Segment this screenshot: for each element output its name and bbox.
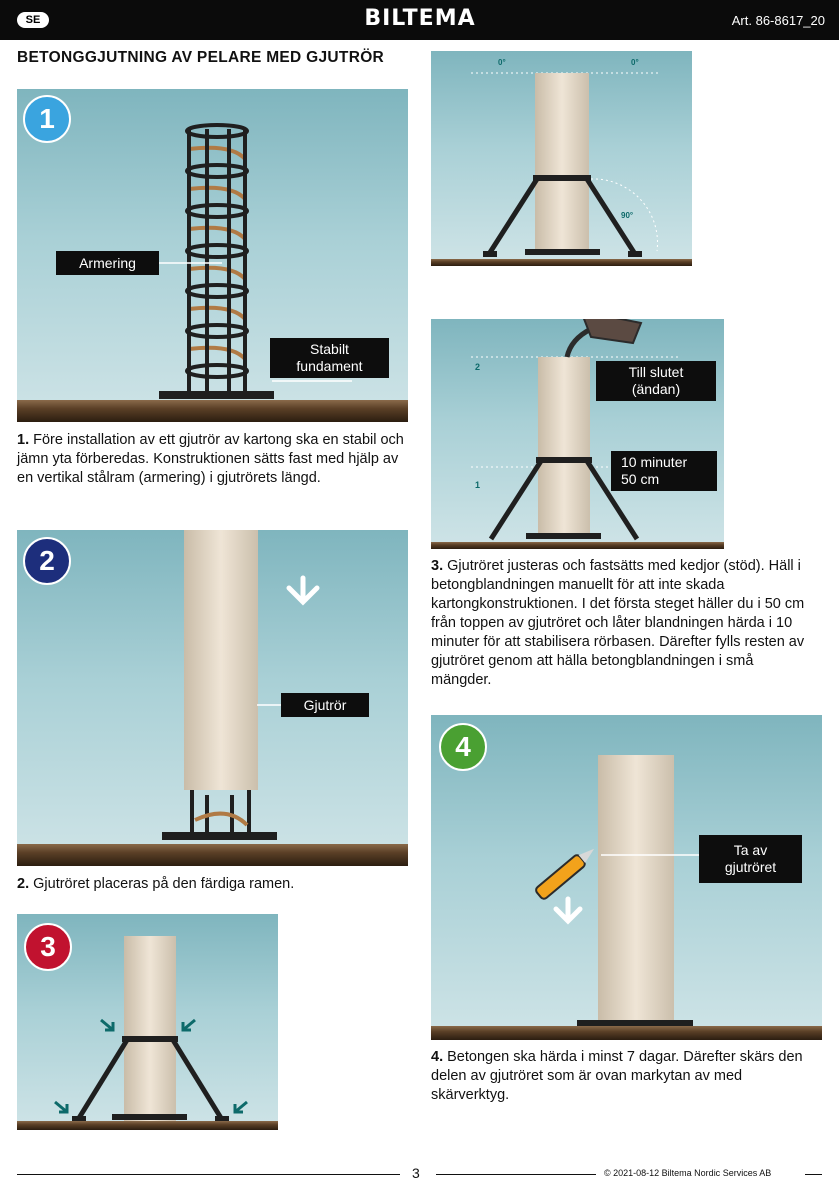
page-number: 3 xyxy=(412,1165,420,1181)
step-1-badge: 1 xyxy=(23,95,71,143)
alignment-illustration xyxy=(431,51,692,266)
footer-rule-right xyxy=(805,1174,822,1175)
article-number: Art. 86-8617_20 xyxy=(731,13,825,28)
illustration-step-1 xyxy=(17,89,408,422)
footer-rule-left xyxy=(17,1174,400,1175)
label-till-slutet: Till slutet (ändan) xyxy=(596,361,716,401)
ground xyxy=(17,844,408,866)
header-bar xyxy=(0,0,839,40)
ground xyxy=(17,400,408,422)
step-2-text: 2. Gjutröret placeras på den färdiga ramen. xyxy=(17,876,295,892)
ground xyxy=(431,1026,822,1040)
angle-label-left: 0° xyxy=(498,58,506,67)
angle-label-side: 90° xyxy=(621,211,634,220)
label-10-minuter: 10 minuter 50 cm xyxy=(611,451,717,491)
footer-rule-middle xyxy=(436,1174,596,1175)
angle-label-right: 0° xyxy=(631,58,639,67)
page-title: BETONGGJUTNING AV PELARE MED GJUTRÖR xyxy=(17,49,385,66)
step-4-text: 4. Betongen ska härda i minst 7 dagar. Därefter skärs den delen av gjutröret som är ovan markytan av med skärverktyg. xyxy=(431,1049,803,1103)
illustration-pouring xyxy=(431,319,724,549)
label-stabilt-fundament: Stabilt fundament xyxy=(270,338,389,378)
ground xyxy=(17,1121,278,1130)
illustration-step-3 xyxy=(17,914,278,1130)
level-mark-1: 1 xyxy=(475,480,481,490)
illustration-step-2 xyxy=(17,530,408,866)
brand-logo: BILTEMA xyxy=(364,6,476,31)
step-3-text: 3. Gjutröret justeras och fastsätts med kedjor (stöd). Häll i betongblandningen manuellt för att inte skada kartongkonstruktionen. I det första steget häller du i 50 cm från toppen av gjutröret och låter blandningen härda i 10 minuter för att stabilisera rörbasen. Därefter fylls resten av gjutröret genom att hälla betongblandningen i små mängder. xyxy=(431,558,805,688)
label-gjutror: Gjutrör xyxy=(281,693,369,717)
step-2-badge: 2 xyxy=(23,537,71,585)
pouring-illustration xyxy=(431,319,724,549)
copyright: © 2021-08-12 Biltema Nordic Services AB xyxy=(604,1168,772,1178)
step-1-text: 1. Före installation av ett gjutrör av kartong ska en stabil och jämn yta förberedas. Konstruktionen sätts fast med hjälp av en vertikal stålram (armering) i gjutrörets längd. xyxy=(17,432,404,486)
step-3-badge: 3 xyxy=(24,923,72,971)
level-mark-2: 2 xyxy=(475,362,481,372)
label-armering: Armering xyxy=(56,251,159,275)
label-ta-av-gjutroret: Ta av gjutröret xyxy=(699,835,802,883)
ground xyxy=(431,542,724,549)
ground xyxy=(431,259,692,266)
step-4-badge: 4 xyxy=(439,723,487,771)
language-badge: SE xyxy=(17,12,49,28)
illustration-step-4 xyxy=(431,715,822,1040)
illustration-alignment xyxy=(431,51,692,266)
